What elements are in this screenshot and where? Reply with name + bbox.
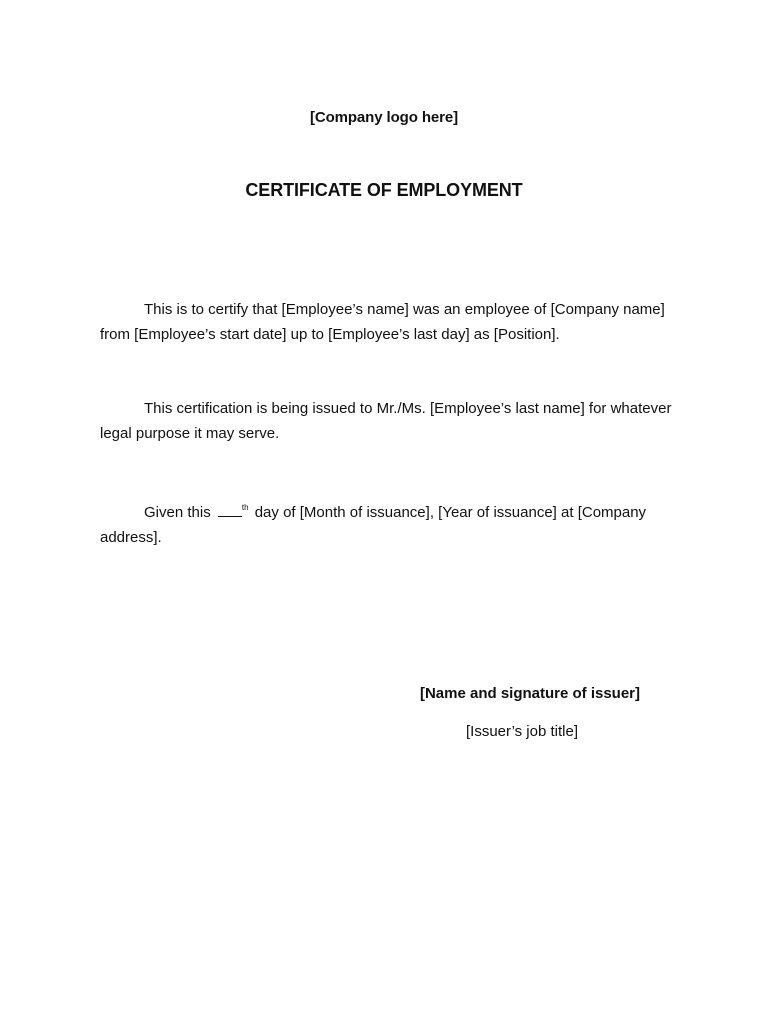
certification-paragraph: This is to certify that [Employee’s name] was an employee of [Company name] from [Employee’s start date] up to [Employee’s last day] as [Position]. — [100, 301, 665, 343]
issuer-name-signature: [Name and signature of issuer] — [419, 685, 641, 702]
purpose-paragraph: This certification is being issued to Mr./Ms. [Employee’s last name] for whatever legal purpose it may serve. — [100, 400, 672, 442]
issuance-text-start: Given this — [144, 504, 211, 521]
day-blank-line — [218, 504, 242, 517]
issuance-paragraph — [100, 495, 678, 550]
issuer-job-title: [Issuer’s job title] — [466, 723, 578, 740]
day-suffix: th — [241, 503, 249, 512]
issuance-text-end: day of [Month of issuance], [Year of issuance] at [Company address]. — [100, 504, 647, 546]
company-logo-placeholder: [Company logo here] — [309, 109, 459, 126]
document-title: CERTIFICATE OF EMPLOYMENT — [245, 180, 523, 200]
